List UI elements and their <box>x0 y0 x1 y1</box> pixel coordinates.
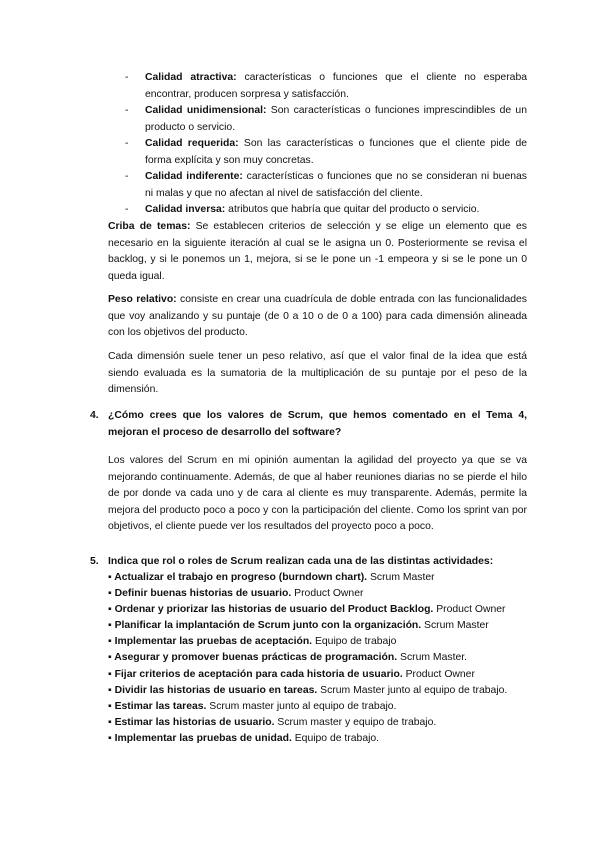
answer-4: Los valores del Scrum en mi opinión aumentan la agilidad del proyecto ya que se va mejorando continuamente. Además, de que al haber reuniones diarias no se pierde el hilo de por donde va cada uno y de cara al cliente es muy transparente. Además, permite la mejora del producto poco a poco y con la participación del cliente. Como los sprint van por objetivos, el cliente puede ver los resultados del proyecto poco a poco. <box>108 455 527 532</box>
activity-row: ▪ Estimar las tareas. Scrum master junto al equipo de trabajo. <box>108 700 397 712</box>
activity-row: ▪ Actualizar el trabajo en progreso (burndown chart). Scrum Master <box>108 572 435 583</box>
term: Calidad unidimensional: <box>145 105 267 116</box>
question-5: 5. Indica que rol o roles de Scrum realizan cada una de las distintas actividades: <box>90 556 494 567</box>
activity-row: ▪ Implementar las pruebas de unidad. Equipo de trabajo. <box>108 732 380 744</box>
activity-row: ▪ Asegurar y promover buenas prácticas de programación. Scrum Master. <box>108 652 468 664</box>
activities-list <box>108 570 527 747</box>
term: Calidad inversa: <box>145 204 226 215</box>
activity-row: ▪ Estimar las historias de usuario. Scrum master y equipo de trabajo. <box>108 716 437 728</box>
calidad-list <box>95 70 527 219</box>
list-item: - Calidad indiferente: características o funciones que no se consideran ni buenas ni malas y que no afectan al nivel de satisfacción del cliente. <box>125 171 527 199</box>
term: Calidad indiferente: <box>145 171 243 182</box>
activity-row: ▪ Ordenar y priorizar las historias de usuario del Product Backlog. Product Owner <box>108 604 506 616</box>
activity-row: ▪ Planificar la implantación de Scrum junto con la organización. Scrum Master <box>108 620 489 632</box>
list-item: - Calidad atractiva: características o funciones que el cliente no esperaba encontrar, producen sorpresa y satisfacción. <box>125 72 527 100</box>
peso-paragraph: Peso relativo: consiste en crear una cuadrícula de doble entrada con las funcionalidades que voy analizando y su puntaje (de 0 a 10 o de 0 a 100) para cada dimensión alineada con los objetivos del producto. <box>108 294 527 338</box>
list-item: - Calidad unidimensional: Son características o funciones imprescindibles de un producto o servicio. <box>125 105 527 133</box>
dimension-paragraph: Cada dimensión suele tener un peso relativo, así que el valor final de la idea que está siendo evaluada es la sumatoria de la multiplicación de su puntaje por el peso de la dimensión. <box>108 351 527 395</box>
criba-paragraph: Criba de temas: Se establecen criterios de selección y se elige un elemento que es necesario en la siguiente iteración al cual se le asigna un 0. Posteriormente se revisa el backlog, y si le ponemos un 1, mejora, si se le pone un -1 empeora y si se le pone un 0 queda igual. <box>108 221 527 282</box>
activity-row: ▪ Implementar las pruebas de aceptación. Equipo de trabajo <box>108 636 397 648</box>
list-item: - Calidad requerida: Son las características o funciones que el cliente pide de forma explícita y son muy concretas. <box>125 138 528 166</box>
activity-row: ▪ Definir buenas historias de usuario. Product Owner <box>108 588 364 600</box>
activity-row: ▪ Dividir las historias de usuario en tareas. Scrum Master junto al equipo de trabajo. <box>108 684 508 696</box>
activity-row: ▪ Fijar criterios de aceptación para cada historia de usuario. Product Owner <box>108 668 475 680</box>
term: Calidad requerida: <box>145 138 239 149</box>
term: Calidad atractiva: <box>145 72 237 83</box>
question-4: 4. ¿Cómo crees que los valores de Scrum, que hemos comentado en el Tema 4, mejoran el proceso de desarrollo del software? <box>90 410 527 438</box>
list-item: - Calidad inversa: atributos que habría que quitar del producto o servicio. <box>125 204 480 215</box>
